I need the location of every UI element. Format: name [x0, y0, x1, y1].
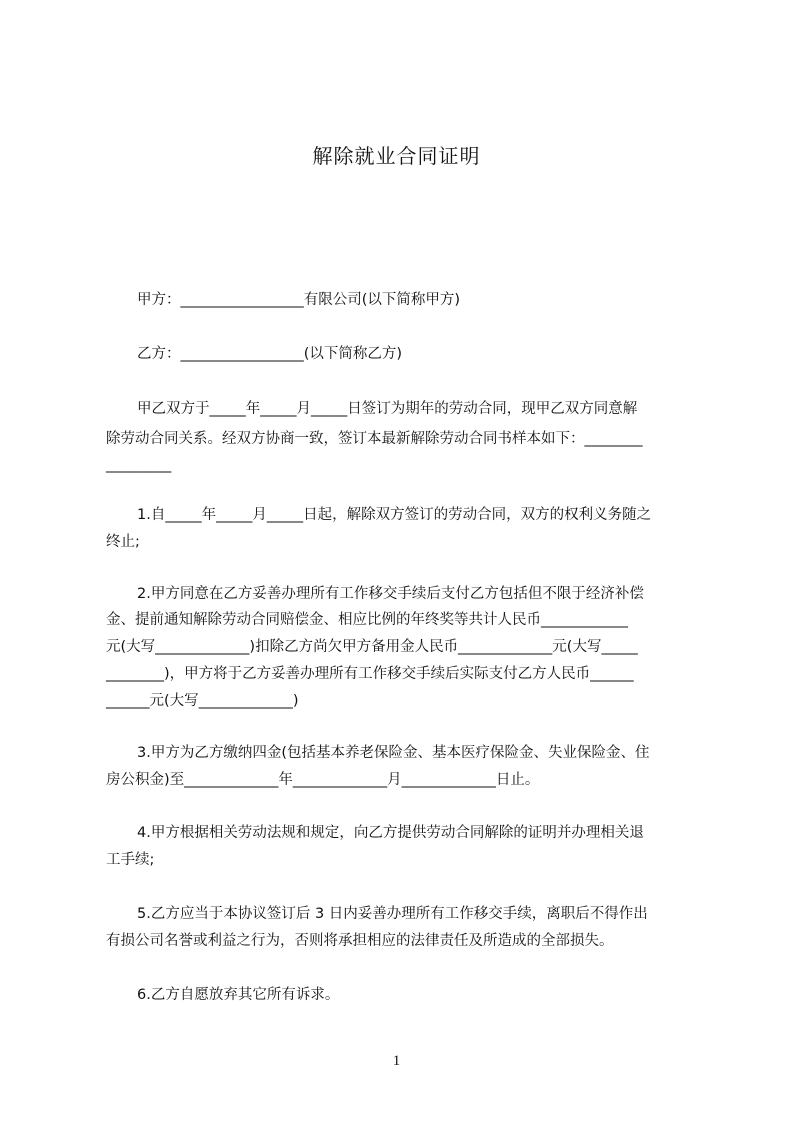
clause-6-line: 6.乙方自愿放弃其它所有诉求。 [137, 987, 340, 1003]
party-a-line: 甲方：_________________有限公司(以下简称甲方) [137, 292, 461, 308]
clause-5-line-1: 5.乙方应当于本协议签订后 3 日内妥善办理所有工作移交手续，离职后不得作出 [137, 906, 648, 922]
clause-2-line-4: ________)，甲方将于乙方妥善办理所有工作移交手续后实际支付乙方人民币______ [106, 666, 634, 682]
page-number: 1 [392, 1053, 401, 1069]
clause-1-line-1: 1.自_____年_____月_____日起，解除双方签订的劳动合同，双方的权利义务随之 [137, 507, 652, 523]
clause-2-line-1: 2.甲方同意在乙方妥善办理所有工作移交手续后支付乙方包括但不限于经济补偿 [137, 586, 644, 602]
document-title: 解除就业合同证明 [312, 144, 481, 168]
intro-line-1: 甲乙双方于_____年_____月_____日签订为期年的劳动合同，现甲乙双方同意解 [137, 401, 638, 417]
clause-4-line-2: 工手续; [106, 852, 155, 868]
intro-line-2: 除劳动合同关系。经双方协商一致，签订本最新解除劳动合同书样本如下：________ [106, 431, 643, 447]
clause-5-line-2: 有损公司名誉或利益之行为，否则将承担相应的法律责任及所造成的全部损失。 [106, 933, 614, 949]
clause-4-line-1: 4.甲方根据相关劳动法规和规定，向乙方提供劳动合同解除的证明并办理相关退 [137, 825, 644, 841]
clause-3-line-2: 房公积金)至_____________年_____________月_____________日止。 [106, 772, 540, 788]
clause-3-line-1: 3.甲方为乙方缴纳四金(包括基本养老保险金、基本医疗保险金、失业保险金、住 [137, 745, 650, 761]
clause-2-line-5: ______元(大写_____________) [106, 693, 299, 709]
clause-2-line-2: 金、提前通知解除劳动合同赔偿金、相应比例的年终奖等共计人民币____________ [106, 612, 628, 628]
party-b-line: 乙方：_________________(以下简称乙方) [137, 346, 403, 362]
clause-2-line-3: 元(大写_____________)扣除乙方尚欠甲方备用金人民币_____________元(大写_____ [106, 639, 638, 655]
clause-1-line-2: 终止; [106, 534, 140, 550]
intro-line-3: _________ [106, 457, 172, 473]
